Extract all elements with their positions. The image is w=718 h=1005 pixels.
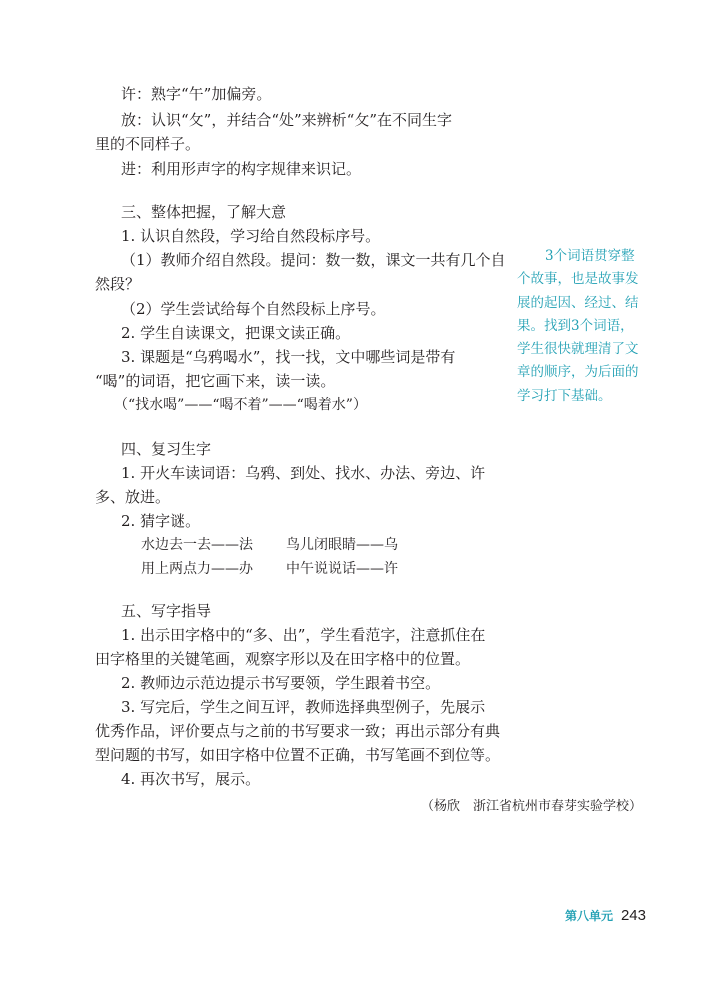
sidebar-note-line: 展的起因、经过、结 <box>517 294 639 311</box>
text-line: 型问题的书写，如田字格中位置不正确，书写笔画不到位等。 <box>95 746 501 764</box>
text-line: 许：熟字“午”加偏旁。 <box>121 85 272 103</box>
unit-label: 第八单元 <box>564 909 613 923</box>
author-credit: （杨欣 浙江省杭州市春芽实验学校） <box>420 799 642 814</box>
text-line: 1. 开火车读词语：乌鸦、到处、找水、办法、旁边、许 <box>121 464 486 482</box>
text-line: 3. 写完后，学生之间互评，教师选择典型例子，先展示 <box>121 698 486 716</box>
text-line: 2. 教师边示范边提示书写要领，学生跟着书空。 <box>121 674 441 692</box>
text-line: “喝”的词语，把它画下来，读一读。 <box>95 372 336 390</box>
text-line: 1. 认识自然段，学习给自然段标序号。 <box>121 227 381 245</box>
text-line: （2）学生尝试给每个自然段标上序号。 <box>121 300 386 318</box>
text-line: 2. 学生自读课文，把课文读正确。 <box>121 324 351 342</box>
riddle: 用上两点力——办 <box>141 561 253 577</box>
text-line: 田字格里的关键笔画，观察字形以及在田字格中的位置。 <box>95 650 471 668</box>
text-line: 4. 再次书写，展示。 <box>121 770 261 788</box>
text-line: （“找水喝”——“喝不着”——“喝着水”） <box>114 397 367 413</box>
text-line: 3. 课题是“乌鸦喝水”，找一找，文中哪些词是带有 <box>121 348 456 366</box>
riddle: 中午说说话——许 <box>286 561 398 577</box>
text-line: 里的不同样子。 <box>95 135 201 153</box>
sidebar-note-line: 果。找到3个词语， <box>517 317 634 334</box>
riddle: 鸟儿闭眼睛——乌 <box>286 537 398 553</box>
text-line: 进：利用形声字的构字规律来识记。 <box>121 160 362 178</box>
section-heading: 五、写字指导 <box>121 602 212 620</box>
sidebar-note <box>517 245 645 408</box>
section-heading: 四、复习生字 <box>121 440 212 458</box>
sidebar-note-line: 3个词语贯穿整 <box>545 248 635 264</box>
text-line: 多、放进。 <box>95 488 171 506</box>
text-line: 2. 猜字谜。 <box>121 512 201 530</box>
text-line: 放：认识“攵”，并结合“处”来辨析“攵”在不同生字 <box>121 111 453 129</box>
text-line: 1. 出示田字格中的“多、出”，学生看范字，注意抓住在 <box>121 626 486 644</box>
text-line: （1）教师介绍自然段。提问：数一数，课文一共有几个自 <box>121 251 506 269</box>
sidebar-note-line: 章的顺序，为后面的 <box>517 364 639 381</box>
riddle: 水边去一去——法 <box>141 537 253 553</box>
page-footer <box>565 907 646 924</box>
sidebar-note-line: 学生很快就理清了文 <box>517 341 639 358</box>
section-heading: 三、整体把握，了解大意 <box>121 203 287 221</box>
page-number: 243 <box>620 907 646 924</box>
text-line: 然段？ <box>95 275 141 293</box>
sidebar-note-line: 学习打下基础。 <box>517 387 612 404</box>
sidebar-note-line: 个故事，也是故事发 <box>517 271 639 288</box>
text-line: 优秀作品，评价要点与之前的书写要求一致；再出示部分有典 <box>95 722 501 740</box>
